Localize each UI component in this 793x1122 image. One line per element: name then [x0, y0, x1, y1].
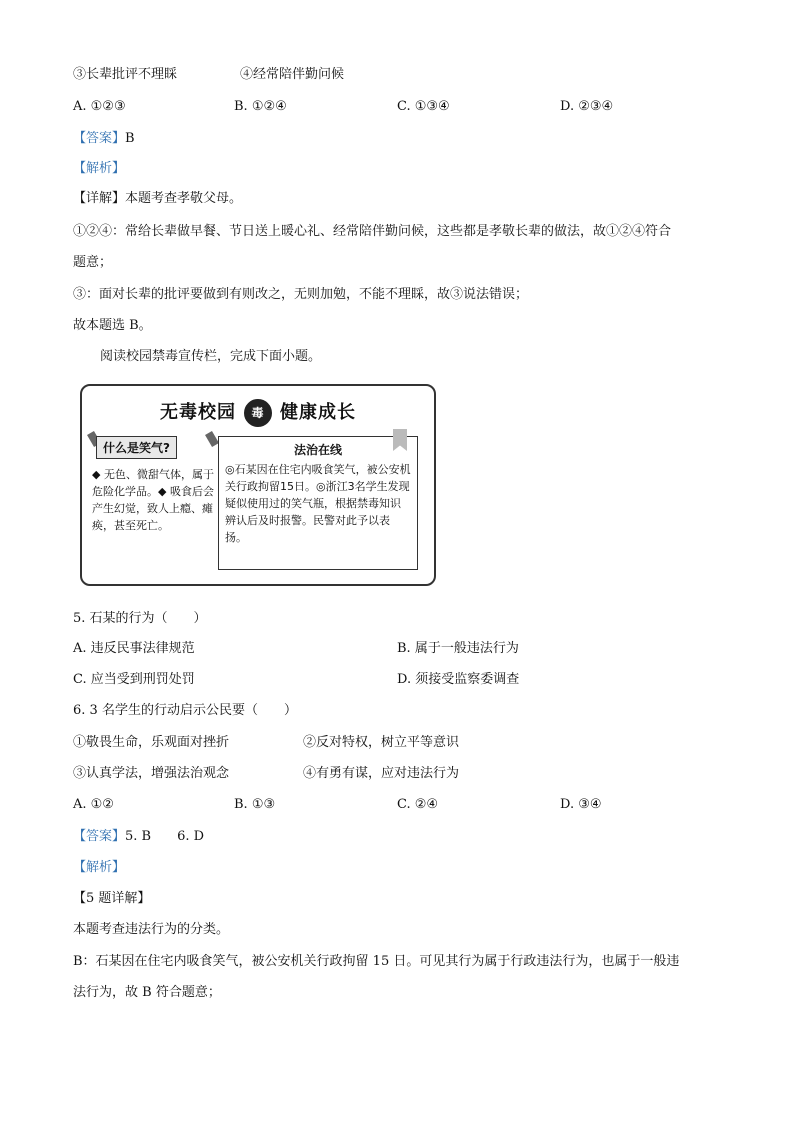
answers56-tag: 【答案】 [73, 829, 126, 844]
answer-value: B [125, 131, 135, 146]
option-4: ④经常陪伴勤问候 [240, 67, 345, 82]
poster-title [82, 398, 434, 427]
detail-head: 【详解】本题考查孝敬父母。 [73, 191, 243, 206]
detail-p1b: 题意； [73, 255, 113, 270]
detail-p2: ③：面对长辈的批评要做到有则改之，无则加勉，不能不理睬，故③说法错误； [73, 287, 529, 302]
q6-choice-d: D. ③④ [560, 797, 602, 812]
choice-a: A. ①②③ [73, 99, 126, 114]
answers56-line [73, 828, 204, 846]
analysis56-tag: 【解析】 [73, 860, 126, 875]
q6-choice-a: A. ①② [73, 797, 114, 812]
q6-choice-b: B. ①③ [234, 797, 276, 812]
q6-option-3: ③认真学法，增强法治观念 [73, 766, 230, 781]
q5-detail-l2: B：石某因在住宅内吸食笑气，被公安机关行政拘留 15 日。可见其行为属于行政违法行为，也属于一般违 [73, 954, 680, 969]
detail-p3: 故本题选 B。 [73, 318, 152, 333]
q6-option-4: ④有勇有谋，应对违法行为 [303, 766, 460, 781]
left-text: ◆ 无色、微甜气体，属于危险化学品。◆ 吸食后会产生幻觉，致人上瘾、瘫痪，甚至死亡。 [92, 468, 214, 532]
analysis-tag: 【解析】 [73, 161, 126, 176]
q5-choice-b: B. 属于一般违法行为 [397, 641, 519, 656]
reading-intro: 阅读校园禁毒宣传栏，完成下面小题。 [100, 349, 322, 364]
detail-p1a: ①②④：常给长辈做早餐、节日送上暖心礼、经常陪伴勤问候，这些都是孝敬长辈的做法，故①②④符合 [73, 224, 672, 239]
drug-badge-icon: 毒 [244, 399, 272, 427]
right-text: ◎石某因在住宅内吸食笑气，被公安机关行政拘留15日。◎浙江3名学生发现疑似使用过的笑气瓶，根据禁毒知识辨认后及时报警。民警对此予以表扬。 [225, 463, 411, 544]
answers56-value: 5. B 6. D [125, 829, 205, 844]
poster [80, 384, 436, 586]
q5-detail-l1: 本题考查违法行为的分类。 [73, 922, 230, 937]
choice-d: D. ②③④ [560, 99, 614, 114]
q5-detail-l3: 法行为，故 B 符合题意； [73, 985, 221, 1000]
q5-choice-d: D. 须接受监察委调查 [397, 672, 520, 687]
answer-line [73, 130, 135, 148]
answer-tag: 【答案】 [73, 131, 126, 146]
q5-detail-head: 【5 题详解】 [73, 891, 151, 906]
q5-choice-c: C. 应当受到刑罚处罚 [73, 672, 195, 687]
choice-c: C. ①③④ [397, 99, 450, 114]
q5-stem: 5. 石某的行为（ ） [73, 611, 207, 626]
poster-right-panel [218, 436, 418, 570]
q6-stem: 6. 3 名学生的行动启示公民要（ ） [73, 703, 297, 718]
poster-title-right: 健康成长 [280, 402, 356, 423]
q5-choice-a: A. 违反民事法律规范 [73, 641, 195, 656]
q6-choice-c: C. ②④ [397, 797, 439, 812]
left-label: 什么是笑气? [96, 436, 177, 459]
poster-title-left: 无毒校园 [160, 402, 236, 423]
poster-left-panel [90, 432, 216, 572]
q6-option-1: ①敬畏生命，乐观面对挫折 [73, 735, 230, 750]
right-head: 法治在线 [293, 443, 342, 457]
q6-option-2: ②反对特权，树立平等意识 [303, 735, 460, 750]
option-3: ③长辈批评不理睬 [73, 67, 178, 82]
pin-icon [205, 431, 219, 447]
choice-b: B. ①②④ [234, 99, 287, 114]
